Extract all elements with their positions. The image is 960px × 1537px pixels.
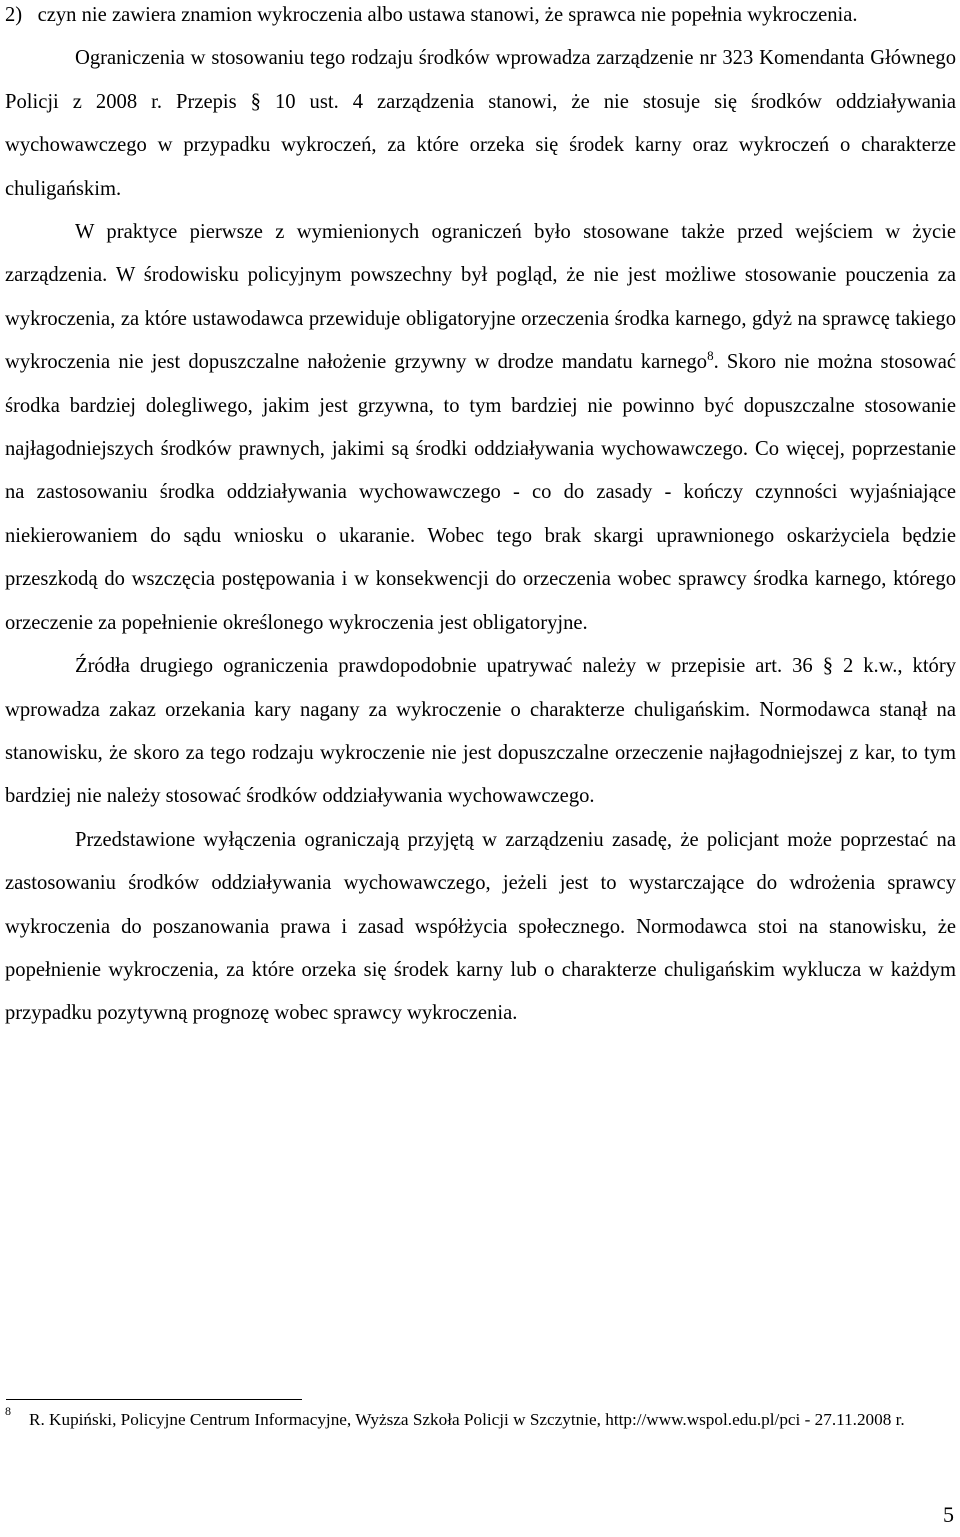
footnote bbox=[5, 1404, 956, 1431]
paragraph-restrictions: Ograniczenia w stosowaniu tego rodzaju środków wprowadza zarządzenie nr 323 Komendanta Głównego Policji z 2008 r. Przepis § 10 ust. 4 zarządzenia stanowi, że nie stosuje się środków oddziaływania wychowawczego w przypadku wykroczeń, za które orzeka się środek karny oraz wykroczeń o charakterze chuligańskim. bbox=[5, 47, 956, 200]
footnote-reference: 8 bbox=[707, 348, 714, 364]
footnote-separator bbox=[6, 1399, 302, 1400]
list-item-2 bbox=[5, 0, 956, 37]
paragraph-practice: W praktyce pierwsze z wymienionych ograniczeń było stosowane także przed wejściem w życie zarządzenia. W środowisku policyjnym powszechny był pogląd, że nie jest możliwe stosowanie pouczenia za wykroczenia, za które ustawodawca przewiduje obligatoryjne orzeczenia środka karnego, gdyż na sprawcę takiego wykroczenia nie jest dopuszczalne nałożenie grzywny w drodze mandatu karnego$^8$. Skoro nie można stosować środka bardziej dolegliwego, jakim jest grzywna, to tym bardziej nie powinno być dopuszczalne stosowanie najłagodniejszych środków prawnych, jakimi są środki oddziaływania wychowawczego. Co więcej, poprzestanie na zastosowaniu środka oddziaływania wychowawczego - co do zasady - kończy czynności wyjaśniające niekierowaniem do sądu wniosku o ukaranie. Wobec tego brak skargi uprawnionego oskarżyciela będzie przeszkodą do wszczęcia postępowania i w konsekwencji do orzeczenia wobec sprawcy środka karnego, którego orzeczenie za popełnienie określonego wykroczenia jest obligatoryjne. bbox=[5, 221, 956, 634]
paragraph-exclusions: Przedstawione wyłączenia ograniczają przyjętą w zarządzeniu zasadę, że policjant może poprzestać na zastosowaniu środków oddziaływania wychowawczego, jeżeli jest to wystarczające do wdrożenia sprawcy wykroczenia do poszanowania prawa i zasad współżycia społecznego. Normodawca stoi na stanowisku, że popełnienie wykroczenia, za które orzeka się środek karny lub o charakterze chuligańskim wyklucza w każdym przypadku pozytywną prognozę wobec sprawcy wykroczenia. bbox=[5, 828, 956, 1025]
body-text bbox=[5, 0, 956, 1036]
page-number: 5 bbox=[943, 1502, 954, 1527]
footnote-text: R. Kupiński, Policyjne Centrum Informacyjne, Wyższa Szkoła Policji w Szczytnie, http://www.wspol.edu.pl/pci - 27.11.2008 r. bbox=[29, 1410, 905, 1429]
paragraph-second-restriction: Źródła drugiego ograniczenia prawdopodobnie upatrywać należy w przepisie art. 36 § 2 k.w., który wprowadza zakaz orzekania kary nagany za wykroczenie o charakterze chuligańskim. Normodawca stanął na stanowisku, że skoro za tego rodzaju wykroczenie nie jest dopuszczalne orzeczenie najłagodniejszej z kar, to tym bardziej nie należy stosować środków oddziaływania wychowawczego. bbox=[5, 655, 956, 808]
footnote-number: 8 bbox=[5, 1404, 11, 1418]
list-item-marker: 2) bbox=[5, 4, 23, 26]
list-item-text: czyn nie zawiera znamion wykroczenia albo ustawa stanowi, że sprawca nie popełnia wykroczenia. bbox=[37, 4, 858, 26]
